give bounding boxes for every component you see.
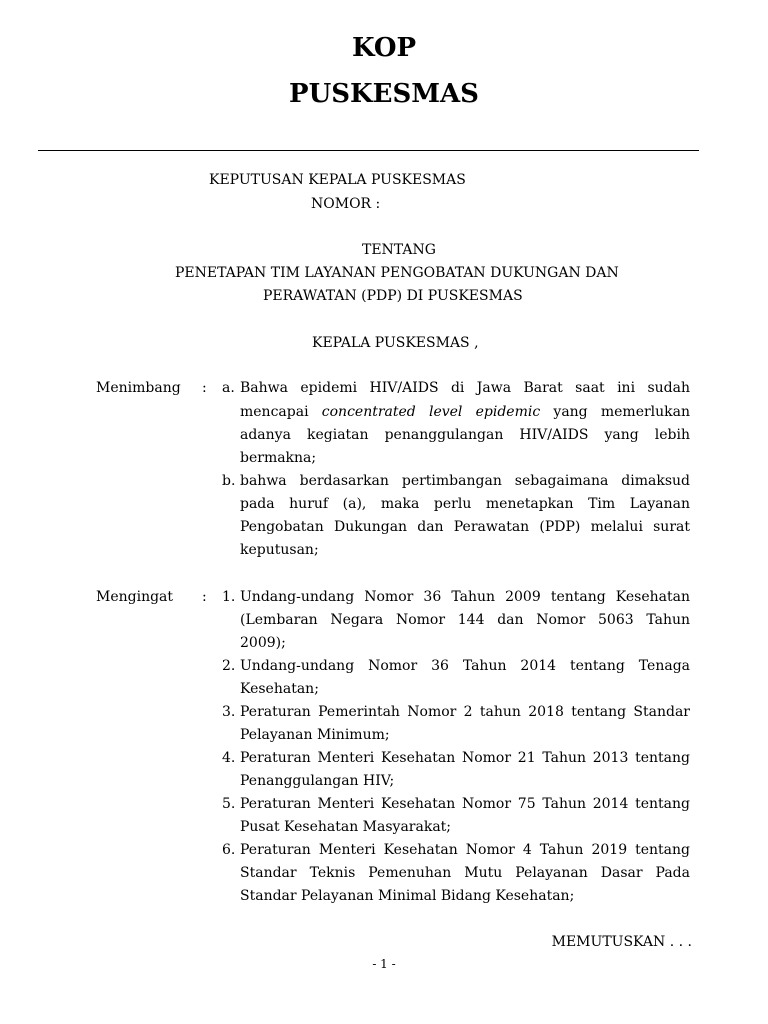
menimbang-b-line-3: Pengobatan Dukungan dan Perawatan (PDP) melalui surat xyxy=(240,519,690,535)
letterhead-divider xyxy=(38,150,699,151)
mengingat-1-line-1: Undang-undang Nomor 36 Tahun 2009 tentang Kesehatan xyxy=(240,589,690,605)
mengingat-6-line-1: Peraturan Menteri Kesehatan Nomor 4 Tahun 2019 tentang xyxy=(240,842,690,858)
continuation-note: MEMUTUSKAN . . . xyxy=(551,934,692,950)
menimbang-label: Menimbang xyxy=(96,380,181,396)
mengingat-2-line-2: Kesehatan; xyxy=(240,681,319,697)
kepala-puskesmas-heading: KEPALA PUSKESMAS , xyxy=(312,335,479,351)
mengingat-colon: : xyxy=(202,589,207,605)
menimbang-marker-a: a. xyxy=(222,380,235,396)
mengingat-4-line-2: Penanggulangan HIV; xyxy=(240,773,395,789)
decree-subject-line-2: PERAWATAN (PDP) DI PUSKESMAS xyxy=(263,288,523,304)
mengingat-5-line-1: Peraturan Menteri Kesehatan Nomor 75 Tahun 2014 tentang xyxy=(240,796,690,812)
menimbang-a-text-1: mencapai xyxy=(240,404,309,420)
page-number: - 1 - xyxy=(372,957,396,971)
mengingat-label: Mengingat xyxy=(96,589,174,605)
menimbang-marker-b: b. xyxy=(222,473,236,489)
menimbang-a-line-2 xyxy=(240,403,690,421)
mengingat-6-line-2: Standar Teknis Pemenuhan Mutu Pelayanan Dasar Pada xyxy=(240,865,690,881)
decree-subject-line-1: PENETAPAN TIM LAYANAN PENGOBATAN DUKUNGAN DAN xyxy=(175,265,619,281)
mengingat-5-line-2: Pusat Kesehatan Masyarakat; xyxy=(240,819,452,835)
mengingat-marker-1: 1. xyxy=(222,589,236,605)
mengingat-1-line-2: (Lembaran Negara Nomor 144 dan Nomor 5063 Tahun xyxy=(240,612,690,628)
mengingat-6-line-3: Standar Pelayanan Minimal Bidang Kesehatan; xyxy=(240,888,575,904)
menimbang-a-text-2: yang memerlukan xyxy=(553,404,691,420)
menimbang-b-line-2: pada huruf (a), maka perlu menetapkan Tim Layanan xyxy=(240,496,690,512)
mengingat-marker-3: 3. xyxy=(222,704,236,720)
mengingat-marker-4: 4. xyxy=(222,750,236,766)
decree-number: NOMOR : xyxy=(311,196,381,212)
mengingat-4-line-1: Peraturan Menteri Kesehatan Nomor 21 Tahun 2013 tentang xyxy=(240,750,690,766)
menimbang-a-line-4: bermakna; xyxy=(240,450,317,466)
menimbang-a-italic-term: concentrated level epidemic xyxy=(321,404,541,420)
mengingat-3-line-2: Pelayanan Minimum; xyxy=(240,727,390,743)
mengingat-3-line-1: Peraturan Pemerintah Nomor 2 tahun 2018 tentang Standar xyxy=(240,704,690,720)
menimbang-a-line-3: adanya kegiatan penanggulangan HIV/AIDS yang lebih xyxy=(240,427,690,443)
mengingat-marker-5: 5. xyxy=(222,796,236,812)
tentang-label: TENTANG xyxy=(362,242,436,258)
menimbang-b-line-4: keputusan; xyxy=(240,542,319,558)
mengingat-marker-2: 2. xyxy=(222,658,236,674)
mengingat-marker-6: 6. xyxy=(222,842,236,858)
letterhead-kop: KOP xyxy=(351,33,417,63)
menimbang-colon: : xyxy=(202,380,207,396)
mengingat-2-line-1: Undang-undang Nomor 36 Tahun 2014 tentang Tenaga xyxy=(240,658,690,674)
decree-title: KEPUTUSAN KEPALA PUSKESMAS xyxy=(209,172,466,188)
menimbang-a-line-1: Bahwa epidemi HIV/AIDS di Jawa Barat saat ini sudah xyxy=(240,380,690,396)
mengingat-1-line-3: 2009); xyxy=(240,635,286,651)
menimbang-b-line-1: bahwa berdasarkan pertimbangan sebagaimana dimaksud xyxy=(240,473,690,489)
letterhead-puskesmas: PUSKESMAS xyxy=(289,79,479,109)
